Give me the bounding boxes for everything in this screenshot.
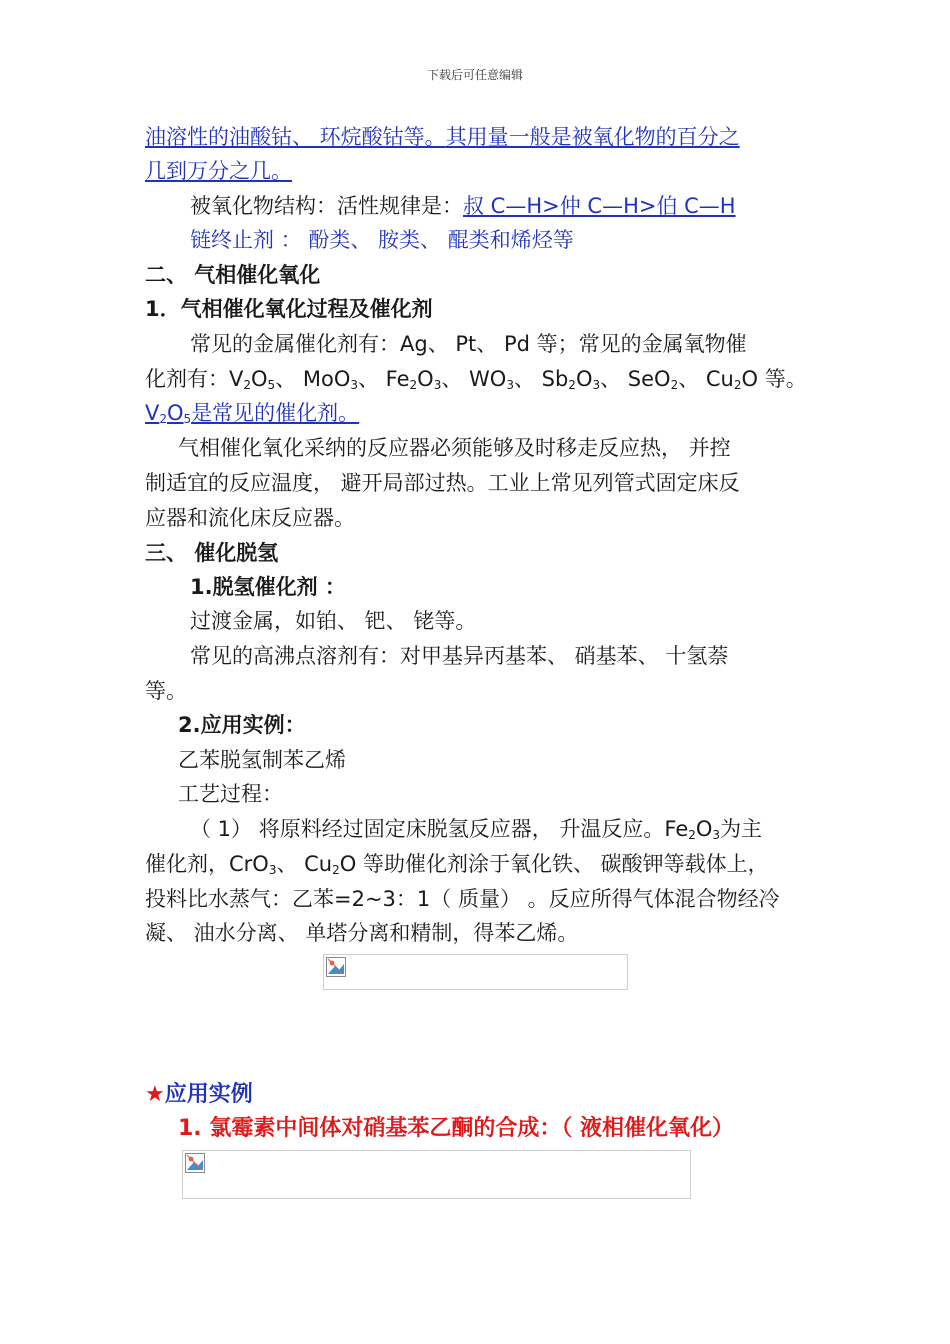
paragraph-process-2: 催化剂，CrO$_3$、 $Cu_2O$ 等助催化剂涂于氧化铁、 碳酸钾等载体上， <box>145 852 769 877</box>
paragraph-solvents-2: 等。 <box>145 679 187 703</box>
line-solvent-catalysts: 油溶性的油酸钴、 环烷酸钴等。其用量一般是被氧化物的百分之 <box>145 125 740 149</box>
section-heading-2: 二、 气相催化氧化 <box>145 263 321 287</box>
page-header: 下载后可任意编辑 <box>426 68 523 82</box>
line-activity-rule: 被氧化物结构：活性规律是：叔 C—H>仲 C—H>伯 C—H <box>190 194 736 218</box>
star-icon: ★ <box>145 1082 165 1107</box>
line-dosage: 几到万分之几。 <box>145 159 292 183</box>
line-v2o5: $V_2O_5$是常见的催化剂。 <box>145 401 360 426</box>
subheading-3-2: 2.应用实例： <box>178 713 306 737</box>
paragraph-solvents-1: 常见的高沸点溶剂有：对甲基异丙基苯、 硝基苯、 十氢萘 <box>190 644 729 668</box>
paragraph-reactor-1: 气相催化氧化采纳的反应器必须能够及时移走反应热， 并控 <box>178 436 731 460</box>
paragraph-example-title: 乙苯脱氢制苯乙烯 <box>178 748 346 772</box>
featured-item-1: 1. 氯霉素中间体对硝基苯乙酮的合成：（ 液相催化氧化） <box>178 1116 734 1141</box>
broken-image-icon <box>185 1153 205 1173</box>
broken-image-icon <box>326 957 346 977</box>
line-chain-terminator: 链终止剂 ： 酚类、 胺类、 醌类和烯烃等 <box>190 228 574 252</box>
paragraph-metal-catalysts: 常见的金属催化剂有：Ag、 Pt、 Pd 等；常见的金属氧物催 <box>190 332 747 356</box>
section-heading-3: 三、 催化脱氢 <box>145 541 279 565</box>
image-placeholder-1 <box>323 954 628 990</box>
paragraph-reactor-2: 制适宜的反应温度， 避开局部过热。工业上常见列管式固定床反 <box>145 471 740 495</box>
paragraph-process-1: （ 1） 将原料经过固定床脱氢反应器， 升温反应。$Fe_2O_3$为主 <box>190 817 763 842</box>
paragraph-oxide-catalysts: 化剂有：$V_2O_5$、 MoO$_3$、 $Fe_2O_3$、 $WO_3$、 $Sb_2O_3$、 SeO$_2$、 $Cu_2O$ 等。 <box>145 367 807 392</box>
featured-heading: ★应用实例 <box>145 1082 253 1107</box>
image-placeholder-2 <box>182 1150 691 1199</box>
paragraph-process-4: 凝、 油水分离、 单塔分离和精制，得苯乙烯。 <box>145 921 579 945</box>
subheading-3-1: 1.脱氢催化剂 ： <box>190 575 346 599</box>
paragraph-process-label: 工艺过程： <box>178 782 283 806</box>
subheading-2-1: 1．气相催化氧化过程及催化剂 <box>145 297 433 321</box>
paragraph-reactor-3: 应器和流化床反应器。 <box>145 506 355 530</box>
paragraph-transition-metals: 过渡金属，如铂、 钯、 铑等。 <box>190 609 477 633</box>
paragraph-process-3: 投料比水蒸气：乙苯=2~3：1（ 质量） 。反应所得气体混合物经冷 <box>145 887 780 911</box>
